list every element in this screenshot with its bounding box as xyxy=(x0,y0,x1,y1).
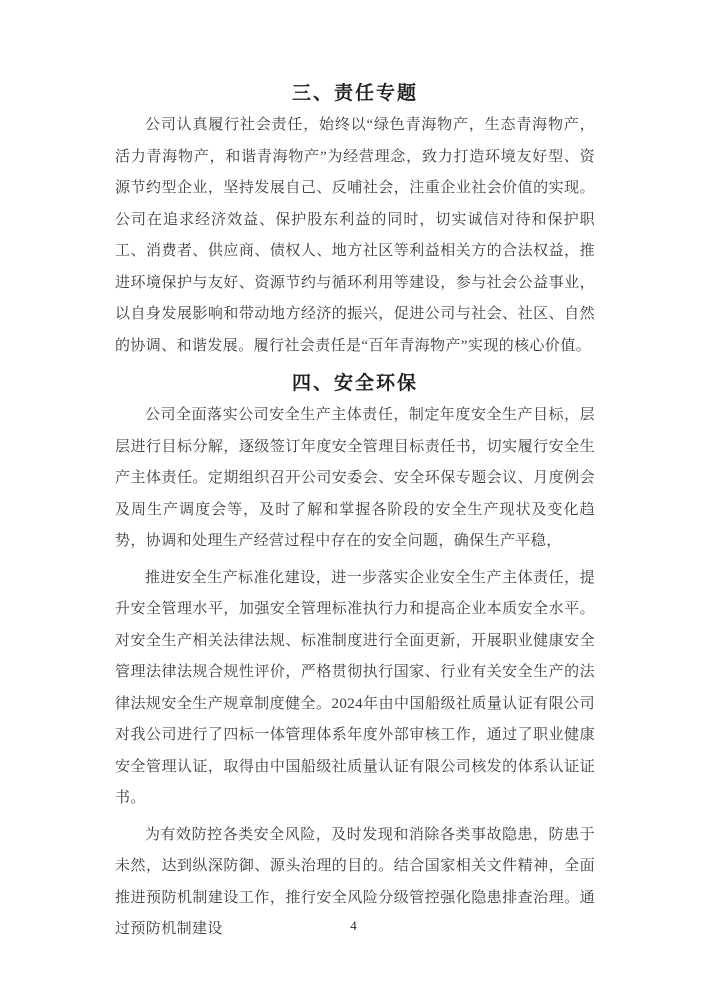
section-heading-safety: 四、安全环保 xyxy=(291,373,418,394)
paragraph-responsibility-1: 公司认真履行社会责任，始终以“绿色青海物产，生态青海物产，活力青海物产，和谐青海物产”为经营理念，致力打造环境友好型、资源节约型企业，坚持发展自己、反哺社会，注重企业社会价值的实现。公司在追求经济效益、保护股东利益的同时，切实诚信对待和保护职工、消费者、供应商、债权人、地方社区等利益相关方的合法权益，推进环境保护与友好、资源节约与循环利用等建设，参与社会公益事业，以自身发展影响和带动地方经济的振兴，促进公司与社会、社区、自然的协调、和谐发展。履行社会责任是“百年青海物产”实现的核心价值。 xyxy=(115,117,595,354)
section-heading-responsibility: 三、责任专题 xyxy=(291,83,418,104)
paragraph-safety-1: 公司全面落实公司安全生产主体责任，制定年度安全生产目标，层层进行目标分解，逐级签订年度安全管理目标责任书，切实履行安全生产主体责任。定期组织召开公司安委会、安全环保专题会议、月度例会及周生产调度会等，及时了解和掌握各阶段的安全生产现状及变化趋势，协调和处理生产经营过程中存在的安全问题，确保生产平稳， xyxy=(115,407,595,549)
paragraph-safety-3: 为有效防控各类安全风险，及时发现和消除各类事故隐患，防患于未然，达到纵深防御、源头治理的目的。结合国家相关文件精神，全面推进预防机制建设工作，推行安全风险分级管控强化隐患排查治理。通过预防机制建设 xyxy=(115,826,595,937)
paragraph-safety-2: 推进安全生产标准化建设，进一步落实企业安全生产主体责任，提升安全管理水平，加强安全管理标准执行力和提高企业本质安全水平。对安全生产相关法律法规、标准制度进行全面更新，开展职业健康安全管理法律法规合规性评价，严格贯彻执行国家、行业有关安全生产的法律法规安全生产规章制度健全。2024年由中国船级社质量认证有限公司对我公司进行了四标一体管理体系年度外部审核工作，通过了职业健康安全管理认证，取得由中国船级社质量认证有限公司核发的体系认证证书。 xyxy=(115,569,595,806)
page-number: 4 xyxy=(350,918,357,933)
